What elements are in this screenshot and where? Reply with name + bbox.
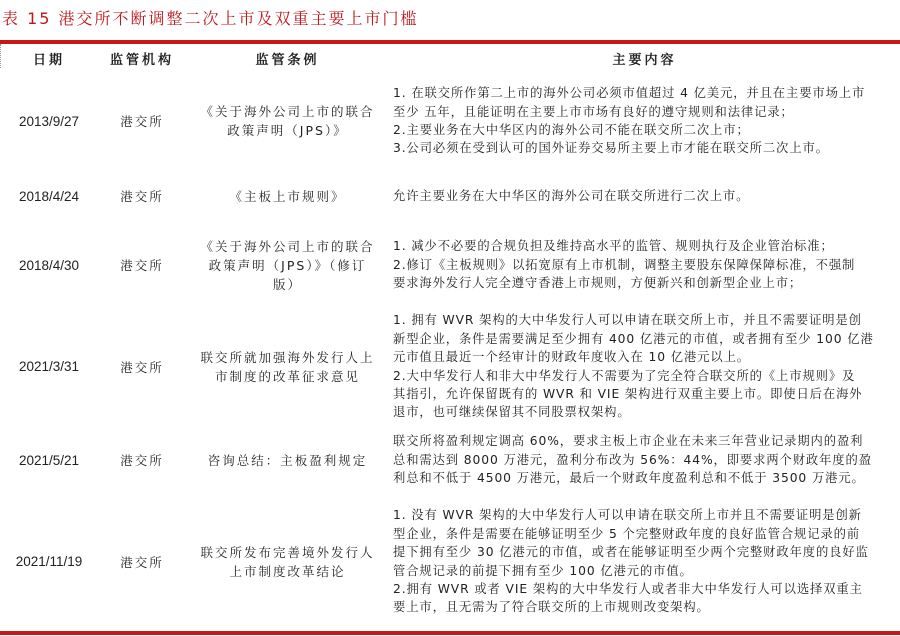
- table-row: [0, 170, 900, 222]
- regulation-cell: [186, 170, 389, 222]
- content-line: 1. 在联交所作第二上市的海外公司必须市值超过 4 亿美元，并且在主要市场上市: [393, 86, 866, 101]
- content-line: 提下拥有至少 30 亿港元的市值，或者在能够证明至少两个完整财政年度的良好监: [393, 545, 869, 560]
- date-cell: 2021/11/19: [15, 554, 83, 569]
- content-line: 退市，也可继续保留其不同股票权架构。: [393, 405, 631, 420]
- table-row: [0, 222, 900, 308]
- header-regulation: 监管条例: [255, 52, 320, 68]
- regulation-cell: [186, 425, 389, 495]
- org-cell: 港交所: [120, 114, 164, 129]
- regulation-cell: [186, 495, 389, 628]
- org-cell: 港交所: [120, 258, 164, 273]
- header-org: 监管机构: [109, 52, 174, 68]
- regulation-cell: [186, 72, 389, 170]
- content-cell: [389, 170, 900, 222]
- regulation-cell: [186, 308, 389, 425]
- table-row: [0, 495, 900, 628]
- content-line: 要求海外发行人完全遵守香港上市规则，方便新兴和创新型企业上市；: [393, 276, 803, 291]
- date-cell: 2021/3/31: [18, 359, 80, 374]
- content-cell: [389, 495, 900, 628]
- table-row: [0, 425, 900, 495]
- content-line: 1. 拥有 WVR 架构的大中华发行人可以申请在联交所上市，并且不需要证明是创: [393, 313, 862, 328]
- regulation-line: 政策声明（JPS）》（修订: [208, 257, 367, 273]
- content-line: 2.修订《主板规则》以拓宽原有上市机制，调整主要股东保障保障标准，不强制: [393, 257, 856, 272]
- date-cell: 2018/4/24: [18, 188, 80, 204]
- date-cell: 2018/4/30: [18, 257, 80, 273]
- org-cell: 港交所: [120, 453, 164, 468]
- header-date: 日期: [32, 52, 65, 68]
- header-content: 主要内容: [612, 52, 677, 68]
- regulation-line: 市制度的改革征求意见: [214, 368, 360, 384]
- content-line: 1. 减少不必要的合规负担及维持高水平的监管、规则执行及企业管治标准；: [393, 239, 834, 254]
- content-line: 型企业，条件是需要在能够证明至少 5 个完整财政年度的良好监管合规记录的前: [393, 526, 861, 541]
- content-line: 新型企业，条件是需要满足至少拥有 400 亿港元的市值，或者拥有至少 100 亿港: [393, 331, 874, 346]
- regulation-line: 联交所就加强海外发行人上: [200, 349, 375, 365]
- content-line: 其指引，允许保留既有的 WVR 和 VIE 架构进行双重主要上市。即使日后在海外: [393, 386, 863, 401]
- content-line: 允许主要业务在大中华区的海外公司在联交所进行二次上市。: [393, 188, 750, 203]
- content-line: 联交所将盈利规定调高 60%，要求主板上市企业在未来三年营业记录期内的盈利: [393, 434, 864, 449]
- regulation-line: 《关于海外公司上市的联合: [200, 238, 375, 254]
- date-cell: 2021/5/21: [18, 452, 80, 468]
- org-cell: 港交所: [120, 359, 164, 375]
- regulation-line: 版）: [272, 276, 302, 292]
- date-cell: 2013/9/27: [18, 113, 80, 129]
- org-cell: 港交所: [120, 554, 164, 570]
- content-cell: [389, 425, 900, 495]
- content-line: 元市值且最近一个经审计的财政年度收入在 10 亿港元以上。: [393, 350, 750, 365]
- content-cell: [389, 308, 900, 425]
- regulation-line: 上市制度改革结论: [229, 563, 346, 579]
- table-row: [0, 308, 900, 425]
- regulation-table: [0, 44, 900, 628]
- table-title: 表 15 港交所不断调整二次上市及双重主要上市门槛: [2, 9, 419, 28]
- content-line: 2.大中华发行人和非大中华发行人不需要为了完全符合联交所的《上市规则》及: [393, 368, 856, 383]
- content-cell: [389, 72, 900, 170]
- content-line: 2.拥有 WVR 或者 VIE 架构的大中华发行人或者非大中华发行人可以选择双重主: [393, 581, 863, 596]
- regulation-line: 政策声明（JPS）》: [227, 123, 348, 138]
- content-line: 2.主要业务在大中华区内的海外公司不能在联交所二次上市；: [393, 123, 750, 137]
- regulation-line: 《主板上市规则》: [229, 188, 346, 204]
- content-line: 至少 五年，且能证明在主要上市市场有良好的遵守规则和法律记录；: [393, 104, 794, 119]
- org-cell: 港交所: [120, 189, 164, 204]
- bottom-rule: [0, 631, 900, 635]
- table-row: [0, 72, 900, 170]
- content-line: 3.公司必须在受到认可的国外证券交易所主要上市才能在联交所二次上市。: [393, 141, 829, 156]
- content-line: 1. 没有 WVR 架构的大中华发行人可以申请在联交所上市并且不需要证明是创新: [393, 508, 862, 523]
- content-line: 总和需达到 8000 万港元，盈利分布改为 56%：44%，即要求两个财政年度的盈: [393, 452, 872, 467]
- content-line: 要上市，且无需为了符合联交所的上市规则改变架构。: [393, 600, 710, 615]
- content-line: 管合规记录的前提下拥有至少 100 亿港元的市值。: [393, 563, 693, 578]
- content-cell: [389, 222, 900, 308]
- regulation-cell: [186, 222, 389, 308]
- header-row: [0, 44, 900, 72]
- regulation-line: 《关于海外公司上市的联合: [200, 104, 375, 119]
- regulation-line: 联交所发布完善境外发行人: [200, 544, 375, 560]
- content-line: 利总和不低于 4500 万港元，最后一个财政年度盈利总和不低于 3500 万港元。: [393, 471, 865, 486]
- regulation-line: 咨询总结：主板盈利规定: [207, 452, 368, 468]
